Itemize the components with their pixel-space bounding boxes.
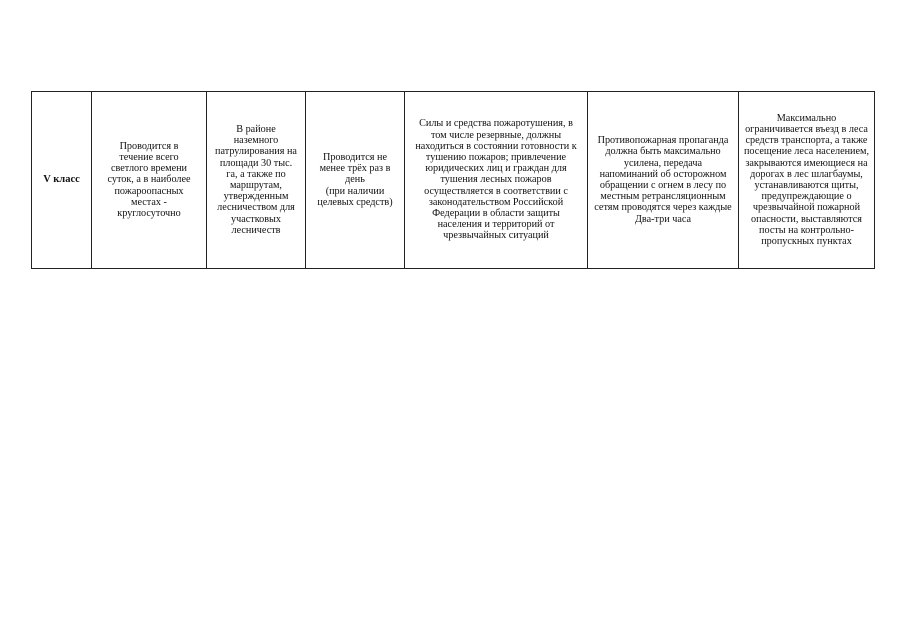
air-frequency-cell bbox=[306, 92, 405, 269]
restrictions-cell bbox=[739, 92, 875, 269]
forces-text: Силы и средства пожаротушения, в том числе резервные, должны находиться в состоянии готовности к тушению пожаров; привлечение юридических лиц и граждан для тушения лесных пожаров осуществляется в соответствии с законодательством Российской Федерации в области защиты населения и территорий от чрезвычайных ситуаций bbox=[415, 118, 577, 242]
restrictions-text: Максимально ограничивается въезд в леса средств транспорта, а также посещение леса населением, закрываются имеющиеся на дорогах в лес шлагбаумы, устанавливаются щиты, предупреждающие о чрезвычайной пожарной опасности, выставляются посты на контрольно-пропускных пунктах bbox=[743, 112, 870, 248]
forces-cell bbox=[405, 92, 588, 269]
ground-patrol-text: В районе наземного патрулирования на площади 30 тыс. га, а также по маршрутам, утвержденным лесничеством для участковых лесничеств bbox=[215, 123, 297, 236]
air-frequency-text: Проводится не менее трёх раз в день (при наличии целевых средств) bbox=[317, 151, 393, 208]
table-row bbox=[32, 92, 875, 269]
ground-patrol-cell bbox=[207, 92, 306, 269]
fire-danger-measures-table bbox=[31, 91, 875, 269]
class-label: V класс bbox=[43, 174, 80, 186]
air-patrol-cell bbox=[92, 92, 207, 269]
propaganda-text: Противопожарная пропаганда должна быть максимально усилена, передача напоминаний об осторожном обращении с огнем в лесу по местным ретрансляционным сетям проводятся через каждые Два-три часа bbox=[594, 135, 732, 225]
class-cell bbox=[32, 92, 92, 269]
air-patrol-text: Проводится в течение всего светлого времени суток, а в наиболее пожароопасных местах - круглосуточно bbox=[107, 140, 191, 219]
propaganda-cell bbox=[588, 92, 739, 269]
